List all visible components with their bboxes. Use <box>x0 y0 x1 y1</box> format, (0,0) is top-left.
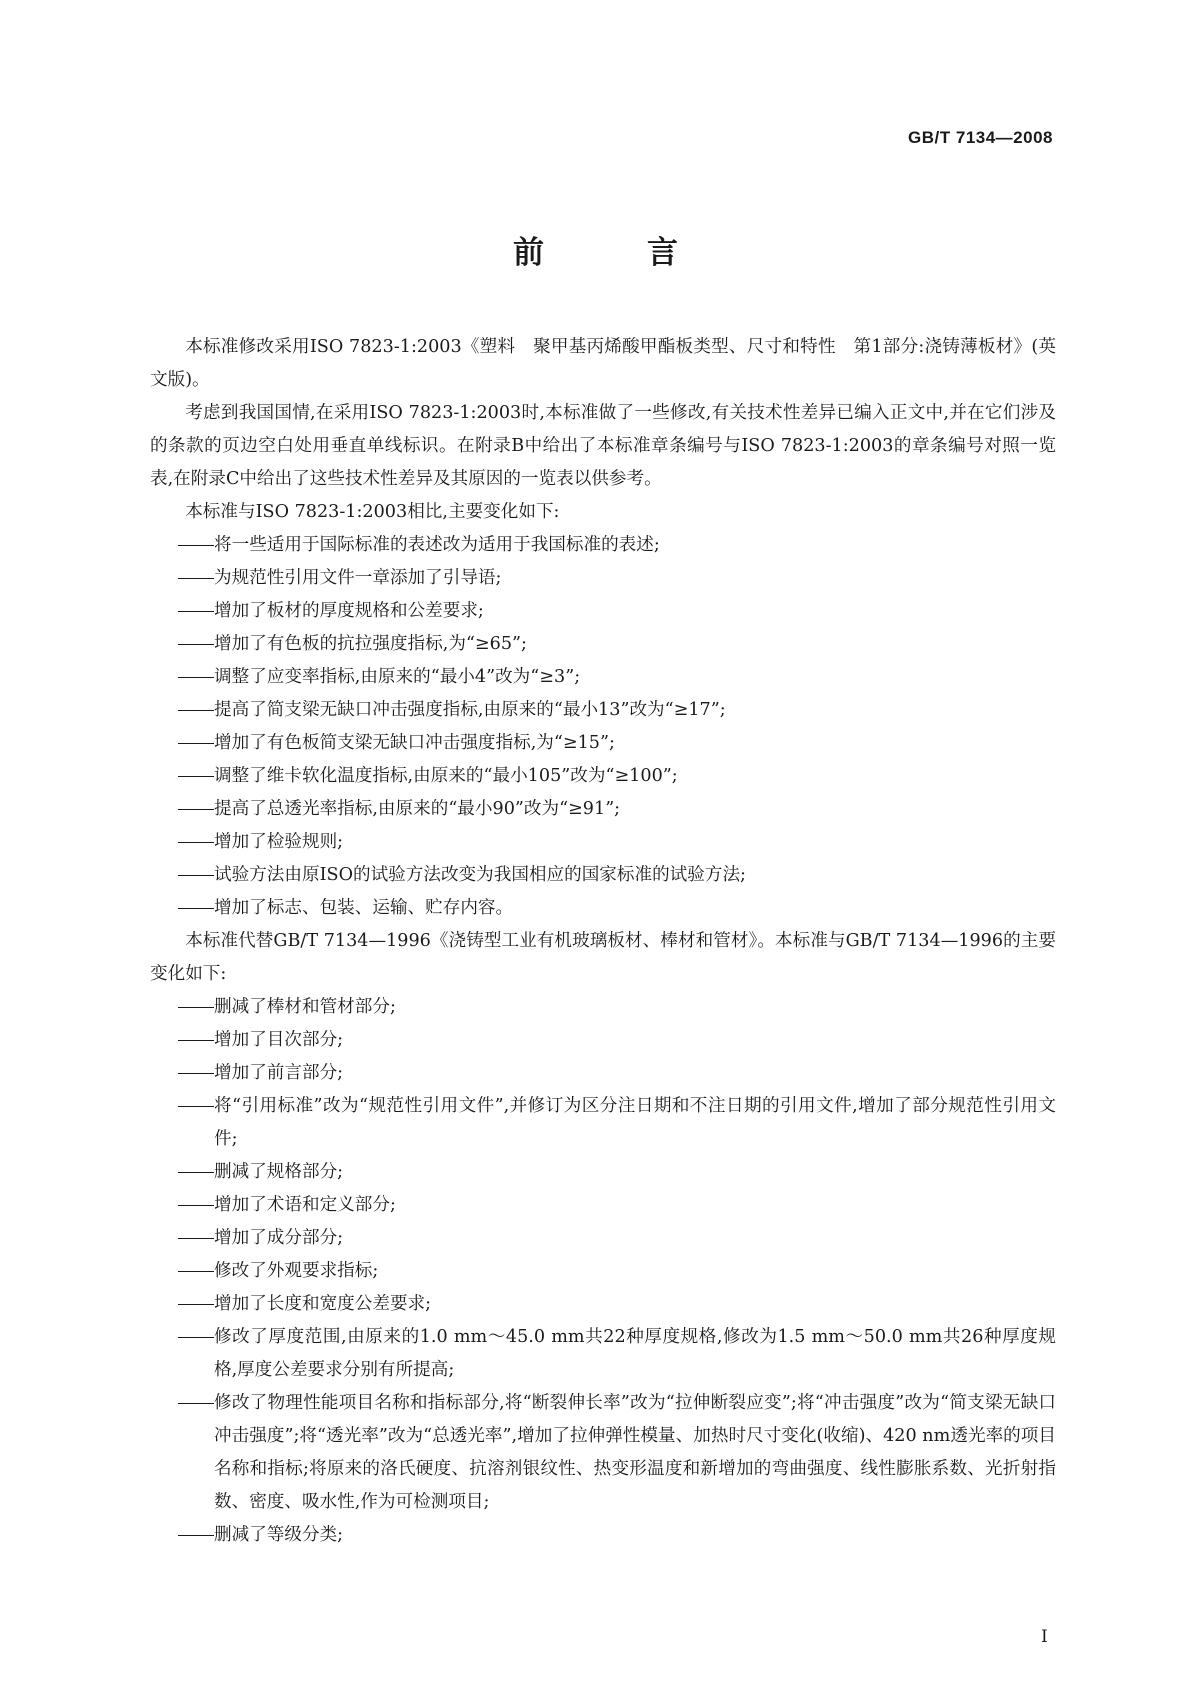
list-item: 提高了简支梁无缺口冲击强度指标,由原来的“最小13”改为“≥17”; <box>150 694 1056 727</box>
dash-marker <box>178 1535 214 1536</box>
dash-marker <box>178 776 214 777</box>
list-item: 修改了物理性能项目名称和指标部分,将“断裂伸长率”改为“拉伸断裂应变”;将“冲击强度”改为“简支梁无缺口冲击强度”;将“透光率”改为“总透光率”,增加了拉伸弹性模量、加热时尺寸变化(收缩)、420 nm透光率的项目名称和指标;将原来的洛氏硬度、抗溶剂银纹性、热变形温度和新增加的弯曲强度、线性膨胀系数、光折射指数、密度、吸水性,作为可检测项目; <box>150 1387 1056 1519</box>
page-title: 前 言 <box>513 235 714 271</box>
dash-marker <box>178 1205 214 1206</box>
dash-marker <box>178 1007 214 1008</box>
dash-marker <box>178 578 214 579</box>
dash-marker <box>178 644 214 645</box>
list-item: 增加了板材的厚度规格和公差要求; <box>150 595 1056 628</box>
dash-marker <box>178 1337 214 1338</box>
dash-marker <box>178 1304 214 1305</box>
paragraph-modifications: 考虑到我国国情,在采用ISO 7823-1:2003时,本标准做了一些修改,有关技术性差异已编入正文中,并在它们涉及的条款的页边空白处用垂直单线标识。在附录B中给出了本标准章条编号与ISO 7823-1:2003的章条编号对照一览表,在附录C中给出了这些技术性差异及其原因的一览表以供参考。 <box>150 403 1056 489</box>
dash-marker <box>178 809 214 810</box>
list-item: 将一些适用于国际标准的表述改为适用于我国标准的表述; <box>150 529 1056 562</box>
list-item: 为规范性引用文件一章添加了引导语; <box>150 562 1056 595</box>
foreword-body <box>150 331 1056 1552</box>
dash-marker <box>178 1271 214 1272</box>
iso-changes-list <box>150 529 1056 925</box>
paragraph-iso-changes-intro: 本标准与ISO 7823-1:2003相比,主要变化如下: <box>185 502 560 522</box>
dash-marker <box>178 710 214 711</box>
dash-marker <box>178 842 214 843</box>
dash-marker <box>178 908 214 909</box>
dash-marker <box>178 1073 214 1074</box>
list-item: 增加了前言部分; <box>150 1057 1056 1090</box>
list-item: 增加了有色板的抗拉强度指标,为“≥65”; <box>150 628 1056 661</box>
list-item: 调整了应变率指标,由原来的“最小4”改为“≥3”; <box>150 661 1056 694</box>
dash-marker <box>178 1040 214 1041</box>
1996-changes-list <box>150 991 1056 1552</box>
dash-marker <box>178 743 214 744</box>
list-item: 增加了有色板简支梁无缺口冲击强度指标,为“≥15”; <box>150 727 1056 760</box>
page-number: I <box>1041 1627 1048 1647</box>
list-item: 删减了规格部分; <box>150 1156 1056 1189</box>
list-item: 增加了术语和定义部分; <box>150 1189 1056 1222</box>
list-item: 调整了维卡软化温度指标,由原来的“最小105”改为“≥100”; <box>150 760 1056 793</box>
dash-marker <box>178 611 214 612</box>
dash-marker <box>178 1172 214 1173</box>
dash-marker <box>178 1238 214 1239</box>
dash-marker <box>178 1403 214 1404</box>
list-item: 修改了厚度范围,由原来的1.0 mm～45.0 mm共22种厚度规格,修改为1.5 mm～50.0 mm共26种厚度规格,厚度公差要求分别有所提高; <box>150 1321 1056 1387</box>
list-item: 增加了长度和宽度公差要求; <box>150 1288 1056 1321</box>
list-item: 增加了目次部分; <box>150 1024 1056 1057</box>
list-item: 增加了成分部分; <box>150 1222 1056 1255</box>
list-item: 将“引用标准”改为“规范性引用文件”,并修订为区分注日期和不注日期的引用文件,增加了部分规范性引用文件; <box>150 1090 1056 1156</box>
list-item: 提高了总透光率指标,由原来的“最小90”改为“≥91”; <box>150 793 1056 826</box>
paragraph-supersedes: 本标准代替GB/T 7134—1996《浇铸型工业有机玻璃板材、棒材和管材》。本标准与GB/T 7134—1996的主要变化如下: <box>150 931 1056 984</box>
list-item: 删减了等级分类; <box>150 1519 1056 1552</box>
dash-marker <box>178 875 214 876</box>
list-item: 增加了检验规则; <box>150 826 1056 859</box>
list-item: 修改了外观要求指标; <box>150 1255 1056 1288</box>
dash-marker <box>178 677 214 678</box>
list-item: 试验方法由原ISO的试验方法改变为我国相应的国家标准的试验方法; <box>150 859 1056 892</box>
dash-marker <box>178 1106 214 1107</box>
list-item: 删减了棒材和管材部分; <box>150 991 1056 1024</box>
paragraph-adoption: 本标准修改采用ISO 7823-1:2003《塑料 聚甲基丙烯酸甲酯板类型、尺寸和特性 第1部分:浇铸薄板材》(英文版)。 <box>150 337 1056 390</box>
list-item: 增加了标志、包装、运输、贮存内容。 <box>150 892 1056 925</box>
dash-marker <box>178 545 214 546</box>
standard-code: GB/T 7134—2008 <box>908 128 1053 147</box>
